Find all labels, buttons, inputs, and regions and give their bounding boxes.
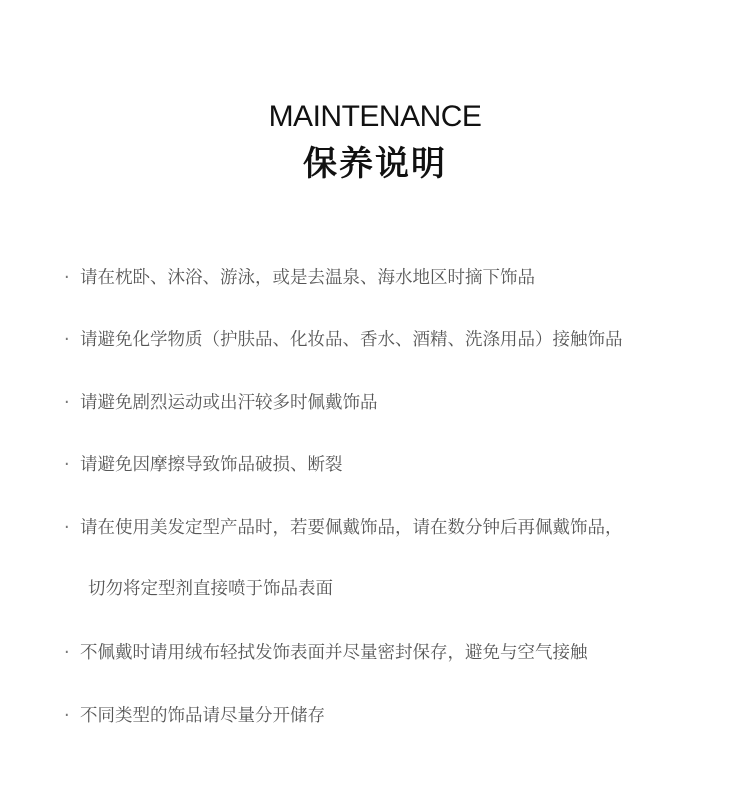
list-item-text: 不佩戴时请用绒布轻拭发饰表面并尽量密封保存，避免与空气接触 — [80, 643, 588, 663]
list-item-text: 请在使用美发定型产品时，若要佩戴饰品，请在数分钟后再佩戴饰品， — [80, 518, 623, 538]
bullet-dot: · — [64, 643, 70, 663]
page-title-zh: 保养说明 — [303, 144, 447, 184]
bullet-dot: · — [64, 268, 70, 288]
list-item — [64, 453, 343, 477]
list-item-text: 请在枕卧、沐浴、游泳，或是去温泉、海水地区时摘下饰品 — [80, 268, 535, 288]
list-item — [64, 516, 623, 540]
bullet-dot: · — [64, 330, 70, 350]
list-item-text: 切勿将定型剂直接喷于饰品表面 — [88, 579, 333, 599]
bullet-dot: · — [64, 455, 70, 475]
list-item-text: 请避免因摩擦导致饰品破损、断裂 — [80, 455, 343, 475]
list-item-text: 请避免化学物质（护肤品、化妆品、香水、酒精、洗涤用品）接触饰品 — [80, 330, 623, 350]
list-item — [64, 641, 588, 665]
page-title-en: MAINTENANCE — [268, 100, 482, 133]
bullet-dot: · — [64, 518, 70, 538]
list-item — [64, 328, 623, 352]
bullet-dot: · — [64, 393, 70, 413]
list-item-text: 不同类型的饰品请尽量分开储存 — [80, 706, 325, 726]
list-item — [64, 266, 535, 290]
list-item-continuation — [88, 577, 333, 601]
list-item — [64, 391, 378, 415]
list-item-text: 请避免剧烈运动或出汗较多时佩戴饰品 — [80, 393, 378, 413]
list-item — [64, 704, 325, 728]
bullet-dot: · — [64, 706, 70, 726]
